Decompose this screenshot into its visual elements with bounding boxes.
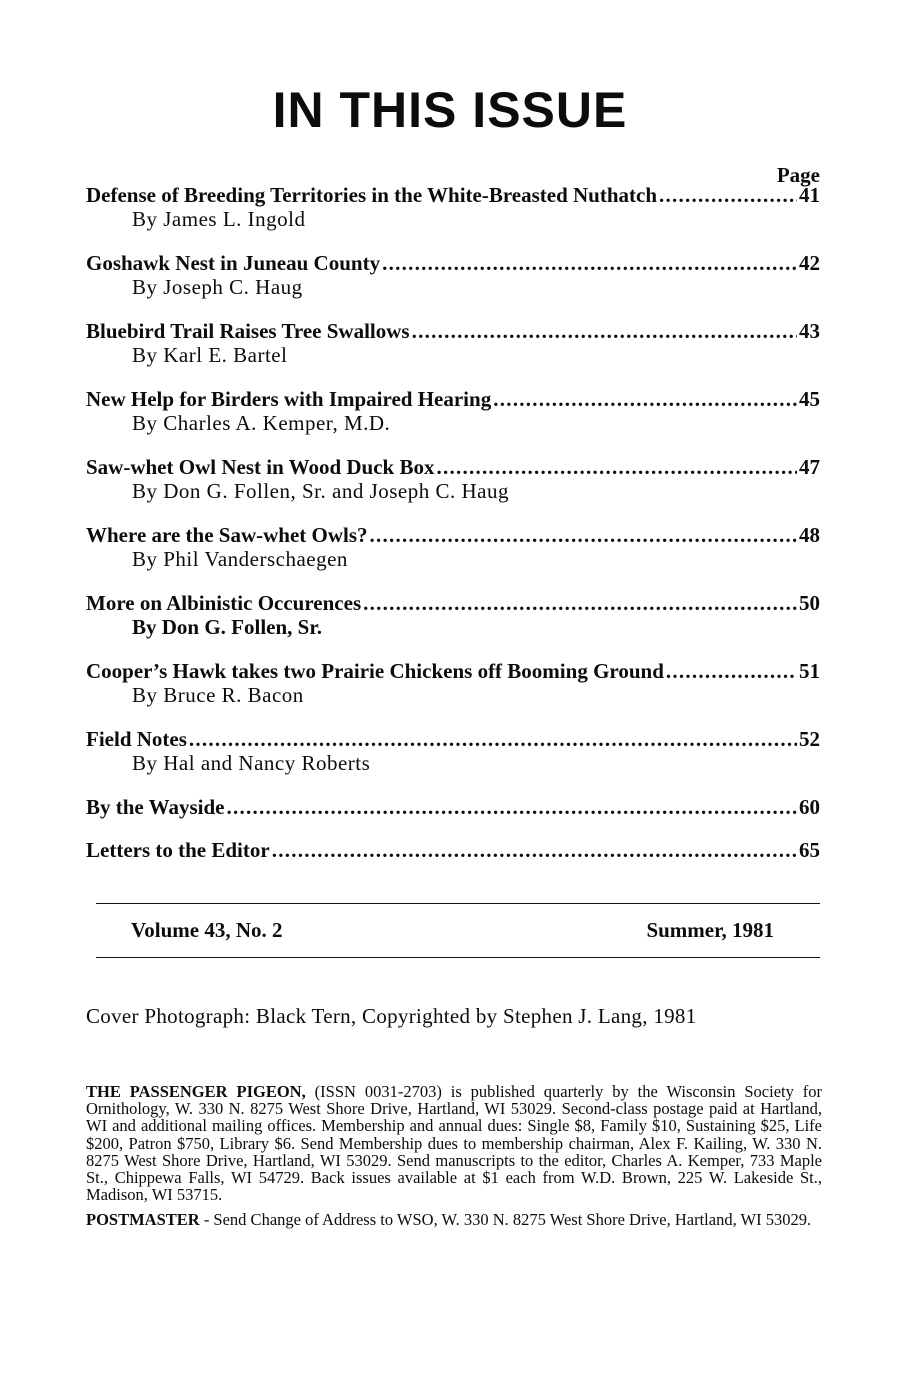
toc-entry[interactable] <box>86 727 820 775</box>
toc-entry-page: 52 <box>799 727 820 751</box>
toc-entry-title: Goshawk Nest in Juneau County <box>86 251 381 275</box>
toc-entry-page: 51 <box>799 659 820 683</box>
leader-dots <box>189 727 797 751</box>
toc-entry-title: Bluebird Trail Raises Tree Swallows <box>86 319 410 343</box>
publication-notice <box>86 1083 822 1237</box>
toc-entry-author: By Charles A. Kemper, M.D. <box>132 411 391 435</box>
issue-info <box>131 917 774 943</box>
leader-dots <box>363 591 797 615</box>
toc-entry[interactable] <box>86 591 820 639</box>
publication-text: (ISSN 0031-2703) is published quarterly by the Wisconsin Society for Ornithology, W. 330 N. 8275 West Shore Drive, Hartland, WI 53029. Second-class postage paid at Hartland, WI and additional mailing offices. Membership and annual dues: Single $8, Family $10, Sustaining $25, Life $200, Patron $750, Library $6. Send Membership dues to membership chairman, Alex F. Kailing, W. 330 N. 8275 West Shore Drive, Hartland, WI 53029. Send manuscripts to the editor, Charles A. Kemper, 733 Maple St., Chippewa Falls, WI 54729. Back issues available at $1 each from W.D. Brown, 225 W. Lakeside St., Madison, WI 53715. <box>86 1082 823 1205</box>
toc-entry-page: 50 <box>799 591 820 615</box>
toc-entry-page: 43 <box>799 319 820 343</box>
toc-entry-page: 65 <box>799 838 820 862</box>
toc-entry-author: By Don G. Follen, Sr. and Joseph C. Haug <box>132 479 509 503</box>
leader-dots <box>437 455 798 479</box>
toc-entry[interactable] <box>86 251 820 299</box>
toc-entry-author: By Bruce R. Bacon <box>132 683 304 707</box>
toc-entry-author: By Don G. Follen, Sr. <box>132 615 323 639</box>
toc-entry[interactable] <box>86 455 820 503</box>
toc-entry-author: By Joseph C. Haug <box>132 275 303 299</box>
toc-entry-page: 47 <box>799 455 820 479</box>
toc-entry-title: Field Notes <box>86 727 187 751</box>
toc-entry[interactable] <box>86 319 820 367</box>
postmaster-paragraph <box>86 1211 822 1228</box>
cover-credit: Cover Photograph: Black Tern, Copyrighted by Stephen J. Lang, 1981 <box>86 1004 697 1028</box>
toc-entry[interactable] <box>86 795 820 819</box>
publication-name: THE PASSENGER PIGEON, <box>86 1082 306 1101</box>
toc-entry-page: 60 <box>799 795 820 819</box>
toc-entry-title: New Help for Birders with Impaired Hearing <box>86 387 492 411</box>
leader-dots <box>370 523 797 547</box>
leader-dots <box>382 251 797 275</box>
leader-dots <box>666 659 797 683</box>
toc-entry-title: More on Albinistic Occurences <box>86 591 362 615</box>
toc-entry-title: By the Wayside <box>86 795 225 819</box>
toc-entry-title: Cooper’s Hawk takes two Prairie Chickens off Booming Ground <box>86 659 664 683</box>
top-divider <box>96 903 820 904</box>
toc-entry-page: 45 <box>799 387 820 411</box>
page-column-label: Page <box>776 163 820 187</box>
issue-season: Summer, 1981 <box>646 918 774 942</box>
toc-entry-page: 42 <box>799 251 820 275</box>
toc-entry-title: Saw-whet Owl Nest in Wood Duck Box <box>86 455 435 479</box>
leader-dots <box>659 183 797 207</box>
toc-entry-author: By Karl E. Bartel <box>132 343 288 367</box>
leader-dots <box>226 795 797 819</box>
postmaster-text: - Send Change of Address to WSO, W. 330 N. 8275 West Shore Drive, Hartland, WI 53029. <box>203 1210 812 1230</box>
publication-paragraph <box>86 1083 822 1203</box>
toc-entry-page: 41 <box>799 183 820 207</box>
table-of-contents <box>86 183 820 881</box>
toc-entry[interactable] <box>86 838 820 862</box>
toc-entry-page: 48 <box>799 523 820 547</box>
leader-dots <box>412 319 797 343</box>
page-title: IN THIS ISSUE <box>272 82 628 138</box>
leader-dots <box>272 838 797 862</box>
toc-entry-author: By Hal and Nancy Roberts <box>132 751 371 775</box>
toc-entry[interactable] <box>86 387 820 435</box>
volume-number: Volume 43, No. 2 <box>131 918 283 942</box>
toc-entry-author: By James L. Ingold <box>132 207 306 231</box>
toc-entry[interactable] <box>86 183 820 231</box>
toc-entry[interactable] <box>86 523 820 571</box>
toc-entry[interactable] <box>86 659 820 707</box>
toc-entry-title: Defense of Breeding Territories in the White-Breasted Nuthatch <box>86 183 658 207</box>
toc-entry-title: Where are the Saw-whet Owls? <box>86 523 368 547</box>
toc-entry-author: By Phil Vanderschaegen <box>132 547 348 571</box>
postmaster-label: POSTMASTER <box>86 1210 200 1230</box>
bottom-divider <box>96 957 820 958</box>
toc-entry-title: Letters to the Editor <box>86 838 270 862</box>
leader-dots <box>493 387 797 411</box>
